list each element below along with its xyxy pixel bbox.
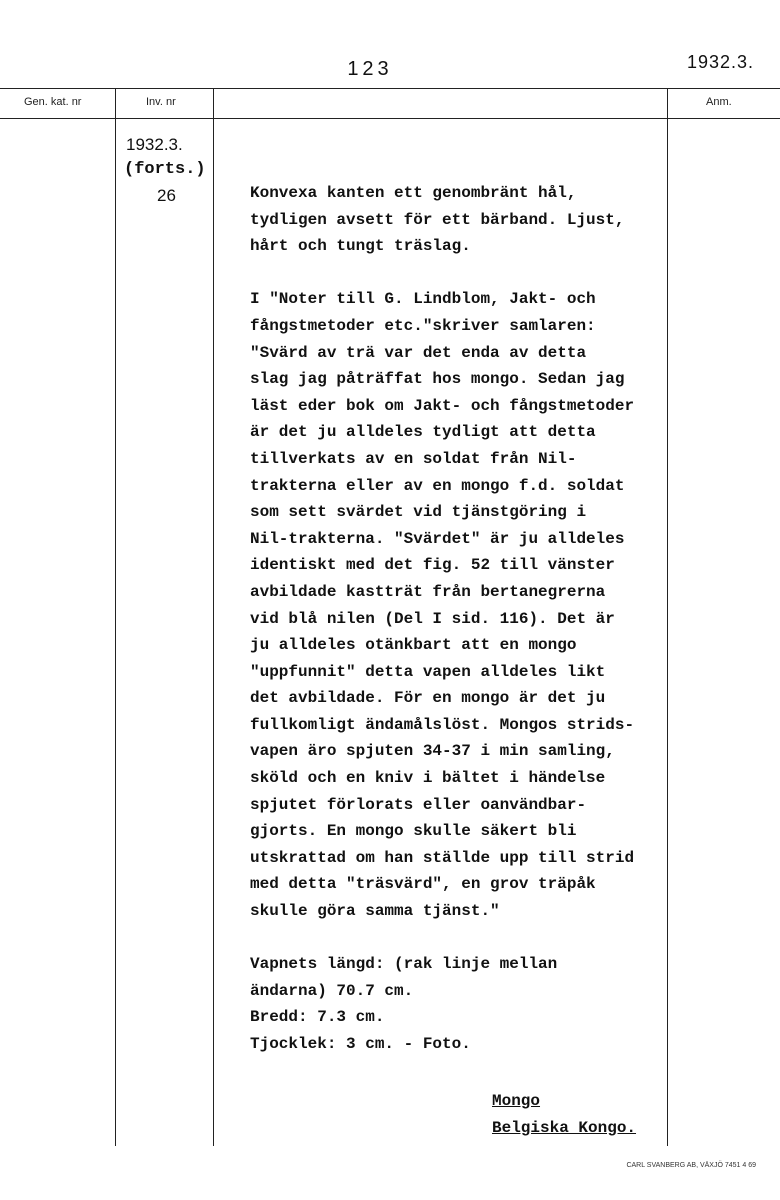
body-line: fullkomligt ändamålslöst. Mongos strids-	[250, 715, 635, 734]
body-line: som sett svärdet vid tjänstgöring i	[250, 503, 587, 522]
body-line: "uppfunnit" detta vapen alldeles likt	[250, 662, 606, 681]
body-line: vapen äro spjuten 34-37 i min samling,	[250, 742, 615, 761]
body-line: vid blå nilen (Del I sid. 116). Det är	[250, 609, 615, 628]
signature-region: Belgiska Kongo.	[492, 1119, 637, 1137]
catalogue-reference: 1932.3.	[686, 52, 754, 72]
body-line: slag jag påträffat hos mongo. Sedan jag	[250, 370, 625, 389]
body-line: Tjocklek: 3 cm. - Foto.	[250, 1035, 471, 1053]
body-line: det avbildade. För en mongo är det ju	[250, 689, 606, 708]
column-divider-inv-left	[115, 88, 116, 1146]
body-line: utskrattad om han ställde upp till strid	[250, 848, 635, 867]
paragraph-break	[250, 925, 670, 952]
entry-inv-number: 26	[157, 186, 176, 205]
body-line: identiskt med det fig. 52 till vänster	[250, 556, 615, 575]
body-line: fångstmetoder etc."skriver samlaren:	[250, 316, 596, 335]
column-header-inv: Inv. nr	[146, 96, 176, 108]
column-header-anm: Anm.	[706, 96, 732, 108]
entry-catalogue-number: 1932.3.	[126, 135, 183, 154]
body-line: I "Noter till G. Lindblom, Jakt- och	[250, 290, 596, 309]
body-line: läst eder bok om Jakt- och fångstmetoder	[250, 396, 635, 415]
body-line: spjutet förlorats eller oanvändbar-	[250, 795, 587, 814]
signature-people: Mongo	[492, 1092, 541, 1110]
body-line: Vapnets längd: (rak linje mellan	[250, 955, 558, 974]
body-line: är det ju alldeles tydligt att detta	[250, 423, 596, 442]
top-rule	[0, 88, 780, 89]
entry-continued-label: (forts.)	[124, 160, 206, 179]
body-line: gjorts. En mongo skulle säkert bli	[250, 822, 577, 841]
page-number: 123	[347, 58, 393, 80]
body-line: sköld och en kniv i bältet i händelse	[250, 769, 606, 788]
header-rule	[0, 118, 780, 119]
body-line: avbildade kastträt från bertanegrerna	[250, 582, 606, 601]
body-line: ändarna) 70.7 cm.	[250, 981, 414, 1000]
body-line: skulle göra samma tjänst."	[250, 902, 500, 921]
entry-description	[250, 180, 670, 1058]
column-divider-inv-right	[213, 88, 214, 1146]
body-line: "Svärd av trä var det enda av detta	[250, 343, 587, 362]
body-line: tydligen avsett för ett bärband. Ljust,	[250, 210, 625, 229]
body-line: med detta "träsvärd", en grov träpåk	[250, 875, 596, 894]
body-line: Bredd: 7.3 cm.	[250, 1008, 385, 1027]
body-line: Nil-trakterna. "Svärdet" är ju alldeles	[250, 529, 625, 548]
column-header-gen-kat: Gen. kat. nr	[24, 96, 82, 108]
body-line: hårt och tungt träslag.	[250, 237, 471, 256]
body-line: ju alldeles otänkbart att en mongo	[250, 636, 577, 655]
body-line: Konvexa kanten ett genombränt hål,	[250, 184, 577, 202]
body-line: tillverkats av en soldat från Nil-	[250, 449, 577, 468]
body-line: trakterna eller av en mongo f.d. soldat	[250, 476, 625, 495]
printer-mark: CARL SVANBERG AB, VÄXJÖ 7451 4 69	[626, 1162, 756, 1169]
paragraph-break	[250, 260, 670, 287]
